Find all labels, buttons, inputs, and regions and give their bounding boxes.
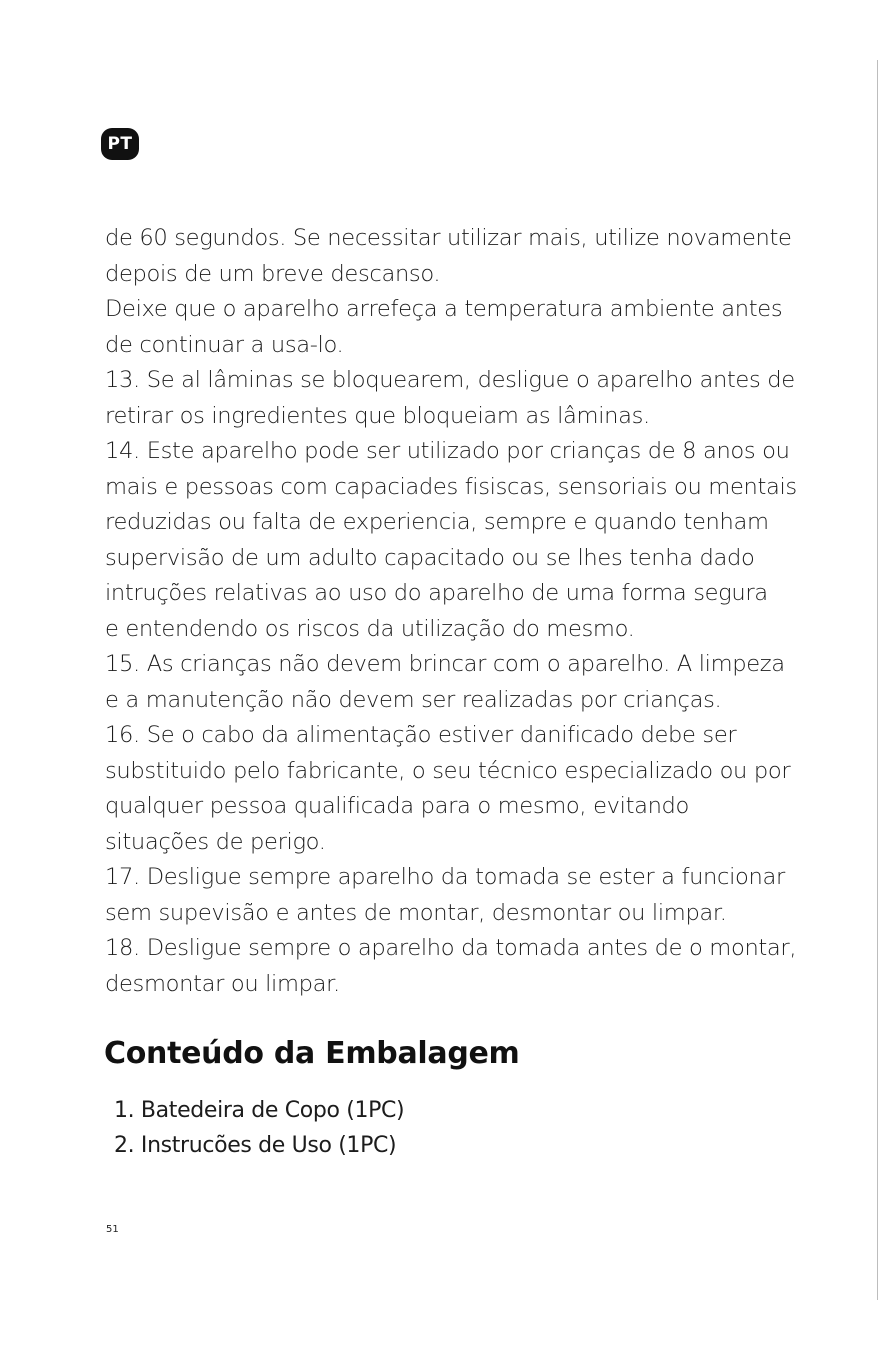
text-line: 15. As crianças não devem brincar com o aparelho. A limpeza <box>105 651 785 677</box>
package-contents-list <box>114 1093 404 1163</box>
text-line: de continuar a usa-lo. <box>105 331 344 358</box>
text-line: depois de um breve descanso. <box>105 260 441 287</box>
language-badge: PT <box>101 128 139 160</box>
safety-instructions-text <box>105 221 805 1002</box>
text-line: intruções relativas ao uso do aparelho de uma forma segura <box>105 580 768 606</box>
text-line: e a manutenção não devem ser realizadas por crianças. <box>105 686 722 713</box>
list-item: 2. Instrucões de Uso (1PC) <box>114 1133 397 1158</box>
text-line: desmontar ou limpar. <box>105 970 340 997</box>
text-line: supervisão de um adulto capacitado ou se lhes tenha dado <box>105 544 755 571</box>
text-line: mais e pessoas com capaciades fisiscas, sensoriais ou mentais <box>105 473 797 500</box>
text-line: reduzidas ou falta de experiencia, sempre e quando tenham <box>105 509 769 535</box>
text-line: sem supevisão e antes de montar, desmontar ou limpar. <box>105 899 727 926</box>
text-line: 14. Este aparelho pode ser utilizado por crianças de 8 anos ou <box>105 438 790 464</box>
text-line: retirar os ingredientes que bloqueiam as lâminas. <box>105 402 650 429</box>
page-edge-line <box>877 60 878 1300</box>
text-line: Deixe que o aparelho arrefeça a temperatura ambiente antes <box>105 296 783 322</box>
text-line: qualquer pessoa qualificada para o mesmo, evitando <box>105 793 690 819</box>
list-item: 1. Batedeira de Copo (1PC) <box>114 1098 405 1123</box>
section-title: Conteúdo da Embalagem <box>104 1036 520 1071</box>
text-line: situações de perigo. <box>105 828 326 855</box>
text-line: 18. Desligue sempre o aparelho da tomada antes de o montar, <box>105 935 797 961</box>
text-line: e entendendo os riscos da utilização do mesmo. <box>105 615 635 642</box>
text-line: 17. Desligue sempre aparelho da tomada se ester a funcionar <box>105 864 785 890</box>
text-line: substituido pelo fabricante, o seu técnico especializado ou por <box>105 757 791 784</box>
text-line: 16. Se o cabo da alimentação estiver danificado debe ser <box>105 722 737 748</box>
text-line: de 60 segundos. Se necessitar utilizar mais, utilize novamente <box>105 225 792 251</box>
text-line: 13. Se al lâminas se bloquearem, desligue o aparelho antes de <box>105 367 795 393</box>
page-number: 51 <box>106 1224 119 1235</box>
